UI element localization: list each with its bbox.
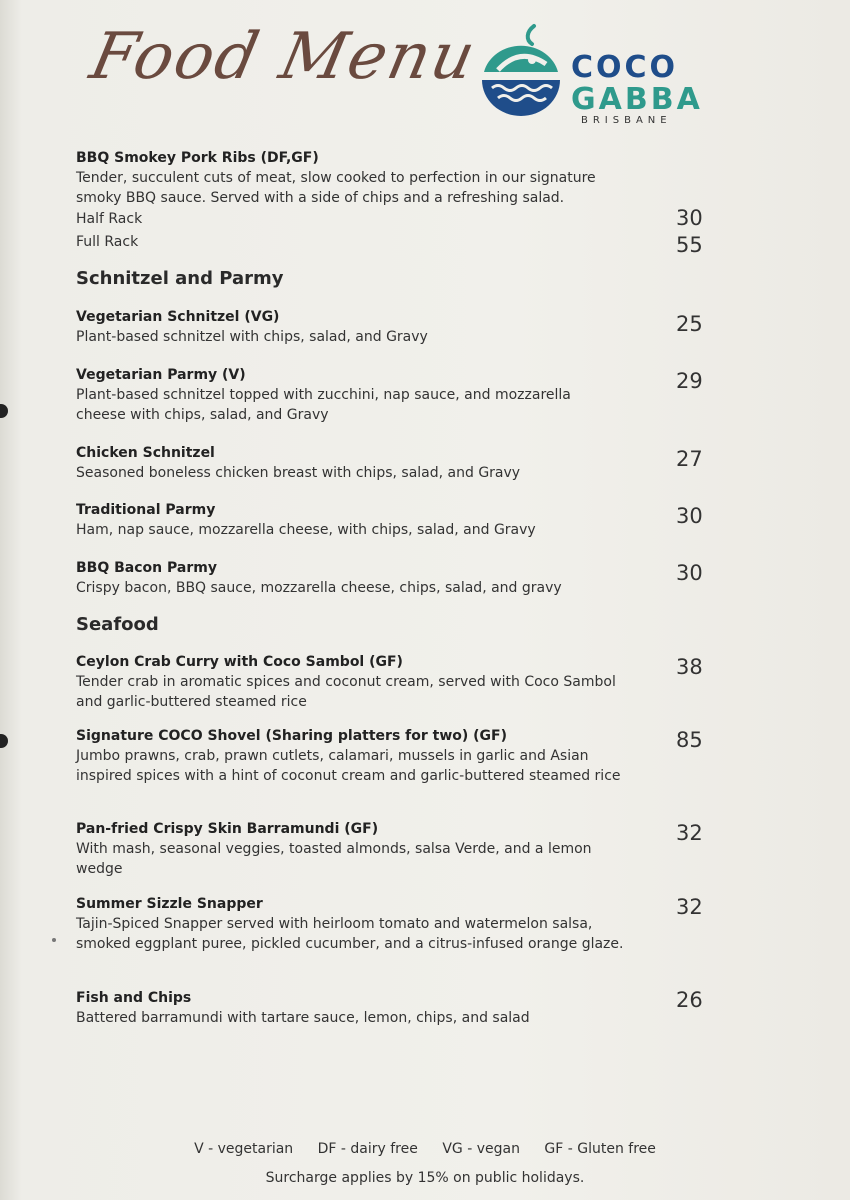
item-description: cheese with chips, salad, and Gravy xyxy=(76,407,329,423)
section-title-schnitzel: Schnitzel and Parmy xyxy=(76,268,284,289)
item-price: 38 xyxy=(676,655,703,679)
menu-item xyxy=(76,365,686,425)
menu-item xyxy=(76,558,686,598)
item-name: Fish and Chips xyxy=(76,990,192,1006)
menu-item xyxy=(76,988,686,1028)
item-name: Vegetarian Schnitzel (VG) xyxy=(76,309,280,325)
item-description: Jumbo prawns, crab, prawn cutlets, calamari, mussels in garlic and Asian xyxy=(76,748,589,764)
legend-entry: GF - Gluten free xyxy=(544,1141,656,1157)
item-description: Ham, nap sauce, mozzarella cheese, with chips, salad, and Gravy xyxy=(76,522,536,538)
surcharge-note: Surcharge applies by 15% on public holidays. xyxy=(265,1170,585,1186)
legend-entry: VG - vegan xyxy=(442,1141,520,1157)
dietary-legend xyxy=(0,1141,850,1157)
item-description: and garlic-buttered steamed rice xyxy=(76,694,307,710)
item-price: 25 xyxy=(676,312,703,336)
item-name: Chicken Schnitzel xyxy=(76,445,215,461)
item-price: 32 xyxy=(676,821,703,845)
menu-item xyxy=(76,443,686,483)
item-price: 26 xyxy=(676,988,703,1012)
binder-ring-mark xyxy=(0,404,8,418)
item-price: 32 xyxy=(676,895,703,919)
item-description: wedge xyxy=(76,861,123,877)
item-name: BBQ Bacon Parmy xyxy=(76,560,217,576)
menu-item-ribs xyxy=(76,148,686,208)
item-name: Traditional Parmy xyxy=(76,502,216,518)
coco-gabba-logo xyxy=(474,20,704,132)
item-name: Vegetarian Parmy (V) xyxy=(76,367,246,383)
item-description: smoked eggplant puree, pickled cucumber, and a citrus-infused orange glaze. xyxy=(76,936,624,952)
item-name: Pan-fried Crispy Skin Barramundi (GF) xyxy=(76,821,379,837)
item-description: Tajin-Spiced Snapper served with heirloom tomato and watermelon salsa, xyxy=(76,916,593,932)
menu-item xyxy=(76,894,686,954)
item-description: Crispy bacon, BBQ sauce, mozzarella cheese, chips, salad, and gravy xyxy=(76,580,562,596)
item-description: Battered barramundi with tartare sauce, lemon, chips, and salad xyxy=(76,1010,530,1026)
item-description: inspired spices with a hint of coconut cream and garlic-buttered steamed rice xyxy=(76,768,621,784)
item-description: smoky BBQ sauce. Served with a side of chips and a refreshing salad. xyxy=(76,190,565,206)
logo-text-gabba: GABBA xyxy=(571,82,703,117)
item-description: With mash, seasonal veggies, toasted almonds, salsa Verde, and a lemon xyxy=(76,841,592,857)
item-description: Plant-based schnitzel topped with zucchini, nap sauce, and mozzarella xyxy=(76,387,571,403)
option-half-rack: Half Rack xyxy=(76,211,143,227)
item-price: 27 xyxy=(676,447,703,471)
binder-ring-mark xyxy=(0,734,8,748)
item-price: 29 xyxy=(676,369,703,393)
item-description: Plant-based schnitzel with chips, salad, and Gravy xyxy=(76,329,428,345)
fish-bowl-icon xyxy=(476,20,566,120)
logo-text-city: BRISBANE xyxy=(581,115,672,126)
item-name: Summer Sizzle Snapper xyxy=(76,896,263,912)
item-name: Signature COCO Shovel (Sharing platters for two) (GF) xyxy=(76,728,508,744)
price-full-rack: 55 xyxy=(676,233,703,257)
price-half-rack: 30 xyxy=(676,206,703,230)
item-description: Seasoned boneless chicken breast with chips, salad, and Gravy xyxy=(76,465,521,481)
menu-title: Food Menu xyxy=(84,20,483,94)
menu-item xyxy=(76,500,686,540)
paper-speck xyxy=(52,938,56,942)
logo-text-coco: COCO xyxy=(571,50,679,85)
item-name: Ceylon Crab Curry with Coco Sambol (GF) xyxy=(76,654,403,670)
menu-item xyxy=(76,652,686,712)
item-description: Tender, succulent cuts of meat, slow cooked to perfection in our signature xyxy=(76,170,596,186)
section-title-seafood: Seafood xyxy=(76,614,159,635)
legend-entry: DF - dairy free xyxy=(317,1141,418,1157)
legend-entry: V - vegetarian xyxy=(194,1141,294,1157)
option-full-rack: Full Rack xyxy=(76,234,139,250)
menu-item xyxy=(76,307,686,347)
item-price: 30 xyxy=(676,561,703,585)
item-price: 30 xyxy=(676,504,703,528)
item-name: BBQ Smokey Pork Ribs (DF,GF) xyxy=(76,150,319,166)
menu-item xyxy=(76,726,686,786)
item-price: 85 xyxy=(676,728,703,752)
menu-item xyxy=(76,819,686,879)
item-description: Tender crab in aromatic spices and coconut cream, served with Coco Sambol xyxy=(76,674,616,690)
